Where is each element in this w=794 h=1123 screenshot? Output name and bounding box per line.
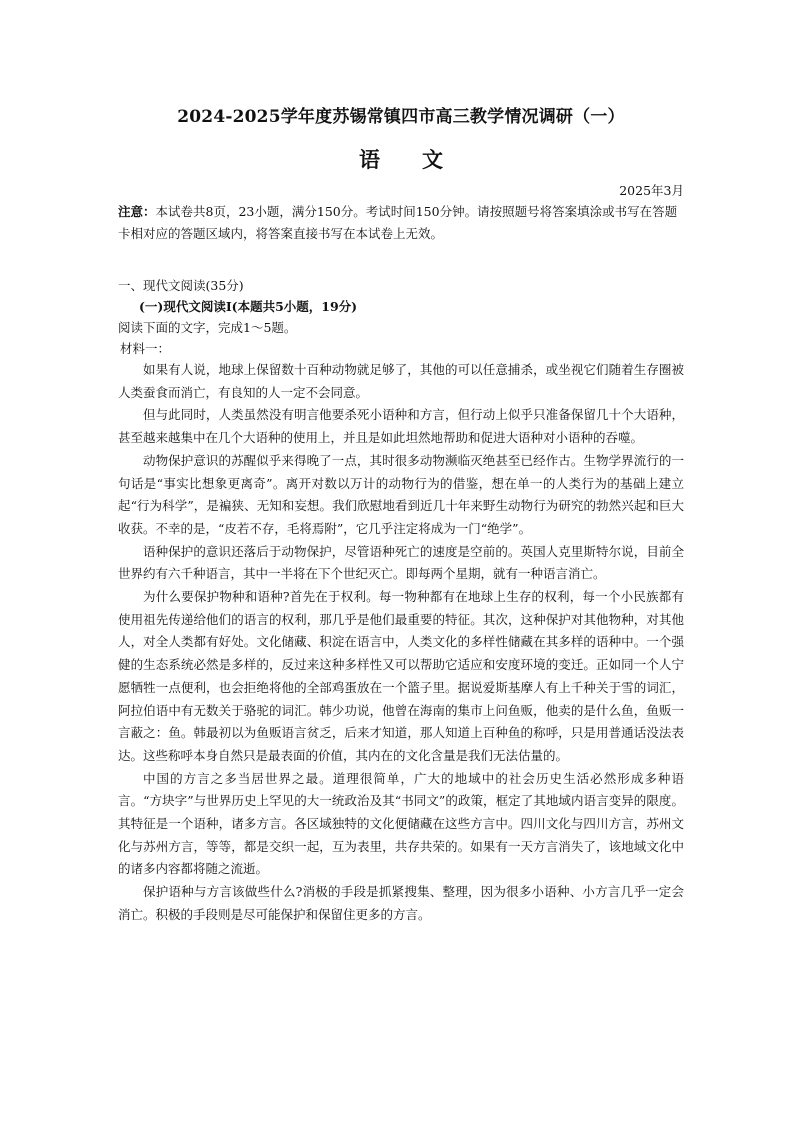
exam-page	[118, 104, 684, 927]
section-title: 一、现代文阅读(35分)	[118, 278, 244, 293]
paragraph-6: 中国的方言之多当居世界之最。道理很简单，广大的地域中的社会历史生活必然形成多种语言。“方块字”与世界历史上罕见的大一统政治及其“书同文”的政策，框定了其地域内语言变异的限度。其特征是一个语种，诸多方言。各区域独特的文化便储藏在这些方言中。四川文化与四川方言，苏州文化与苏州方言，等等，都是交织一起，互为表里，共存共荣的。如果有一天方言消失了，该地域文化中的诸多内容都将随之流逝。	[118, 770, 684, 877]
material-label: 材料一：	[120, 341, 171, 356]
exam-date: 2025年3月	[619, 183, 684, 198]
reading-instruction: 阅读下面的文字，完成1～5题。	[118, 320, 297, 335]
paragraph-2: 但与此同时，人类虽然没有明言他要杀死小语种和方言，但行动上似乎只准备保留几十个大语种，甚至越来越集中在几个大语种的使用上，并且是如此坦然地帮助和促进大语种对小语种的吞噬。	[118, 407, 684, 446]
paragraph-1: 如果有人说，地球上保留数十百种动物就足够了，其他的可以任意捕杀，或坐视它们随着生存圈被人类蚕食而消亡，有良知的人一定不会同意。	[118, 362, 684, 400]
notice-label: 注意：	[118, 204, 156, 219]
subject-title: 语文	[359, 147, 485, 172]
exam-title: 2024-2025学年度苏锡常镇四市高三教学情况调研（一）	[177, 107, 625, 127]
notice-block	[118, 201, 684, 244]
paragraph-4: 语种保护的意识还落后于动物保护，尽管语种死亡的速度是空前的。英国人克里斯特尔说，目前全世界约有六千种语言，其中一半将在下个世纪灭亡。即每两个星期，就有一种语言消亡。	[118, 543, 684, 582]
paragraph-3: 动物保护意识的苏醒似乎来得晚了一点，其时很多动物濒临灭绝甚至已经作古。生物学界流行的一句话是“事实比想象更离奇”。离开对数以万计的动物行为的借鉴，想在单一的人类行为的基础上建立起“行为科学”，是褊狭、无知和妄想。我们欣慰地看到近几十年来野生动物行为研究的勃然兴起和巨大收获。不幸的是，“皮若不存，毛将焉附”，它几乎注定将成为一门“绝学”。	[118, 452, 684, 536]
paragraph-5: 为什么要保护物种和语种?首先在于权利。每一物种都有在地球上生存的权利，每一个小民族都有使用祖先传递给他们的语言的权利，那几乎是他们最重要的特征。其次，这种保护对其他物种，对其他人，对全人类都有好处。文化储藏、积淀在语言中，人类文化的多样性储藏在其多样的语种中。一个强健的生态系统必然是多样的，反过来这种多样性又可以帮助它适应和安度环境的变迁。正如同一个人宁愿牺牲一点便利，也会拒绝将他的全部鸡蛋放在一个篮子里。据说爱斯基摩人有上千种关于雪的词汇，阿拉伯语中有无数关于骆驼的词汇。韩少功说，他曾在海南的集市上问鱼贩，他卖的是什么鱼，鱼贩一言蔽之：鱼。韩最初以为鱼贩语言贫乏，后来才知道，那人知道上百种鱼的称呼，只是用普通话没法表达。这些称呼本身自然只是最表面的价值，其内在的文化含量是我们无法估量的。	[118, 589, 684, 763]
paragraph-7: 保护语种与方言该做些什么?消极的手段是抓紧搜集、整理，因为很多小语种、小方言几乎一定会消亡。积极的手段则是尽可能保护和保留住更多的方言。	[118, 884, 684, 922]
subsection-title: (一)现代文阅读Ⅰ(本题共5小题，19分)	[139, 299, 358, 314]
notice-text: 本试卷共8页，23小题，满分150分。考试时间150分钟。请按照题号将答案填涂或书写在答题卡相对应的答题区域内，将答案直接书写在本试卷上无效。	[118, 204, 678, 241]
